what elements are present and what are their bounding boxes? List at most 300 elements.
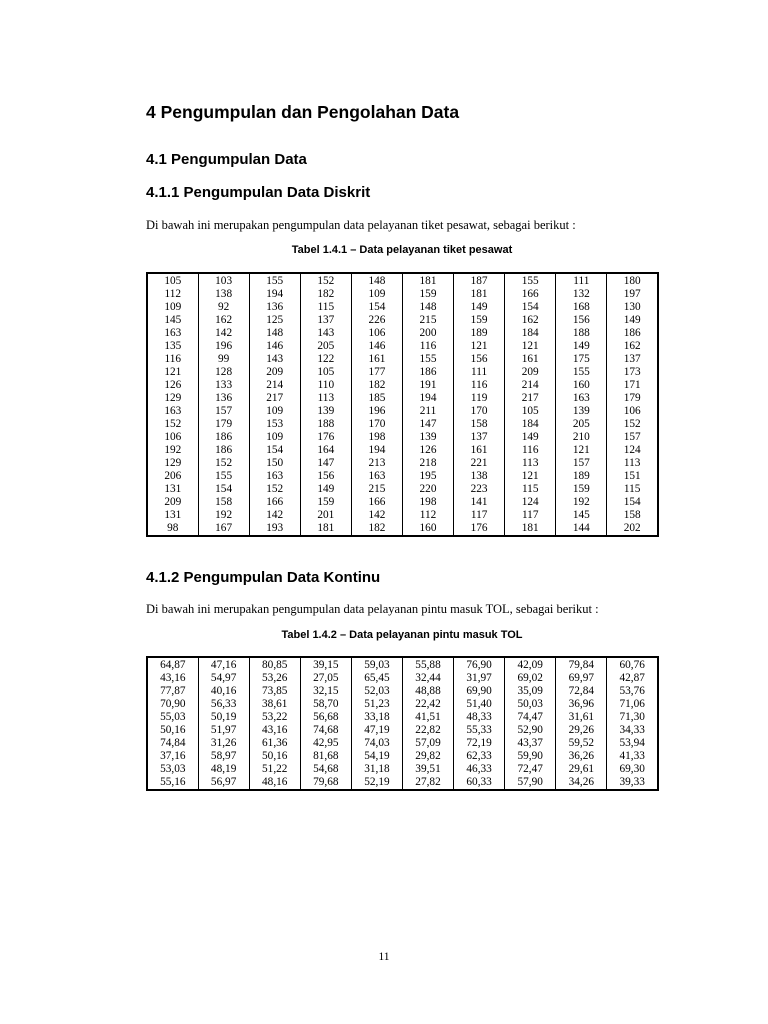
- table-row: [147, 737, 658, 750]
- table-cell: 103: [198, 273, 249, 288]
- table-cell: 147: [402, 418, 453, 431]
- table-cell: 116: [147, 353, 198, 366]
- table-cell: 59,90: [505, 750, 556, 763]
- table-cell: 22,42: [402, 698, 453, 711]
- table-cell: 154: [249, 444, 300, 457]
- table-cell: 117: [505, 509, 556, 522]
- table-row: [147, 470, 658, 483]
- table-cell: 170: [454, 405, 505, 418]
- table-cell: 59,52: [556, 737, 607, 750]
- table-cell: 177: [351, 366, 402, 379]
- table-cell: 58,70: [300, 698, 351, 711]
- table-cell: 50,16: [147, 724, 198, 737]
- table-cell: 42,87: [607, 672, 658, 685]
- table-cell: 143: [249, 353, 300, 366]
- table-cell: 128: [198, 366, 249, 379]
- table-cell: 109: [249, 405, 300, 418]
- table-cell: 154: [351, 301, 402, 314]
- table-cell: 143: [300, 327, 351, 340]
- table-cell: 126: [402, 444, 453, 457]
- table-cell: 215: [351, 483, 402, 496]
- table-cell: 146: [249, 340, 300, 353]
- table-cell: 29,82: [402, 750, 453, 763]
- table-cell: 92: [198, 301, 249, 314]
- table-cell: 109: [351, 288, 402, 301]
- table-cell: 36,96: [556, 698, 607, 711]
- table-cell: 131: [147, 483, 198, 496]
- table-cell: 214: [249, 379, 300, 392]
- table-cell: 50,16: [249, 750, 300, 763]
- table-cell: 80,85: [249, 657, 300, 672]
- table-cell: 122: [300, 353, 351, 366]
- table-cell: 206: [147, 470, 198, 483]
- table-cell: 182: [351, 522, 402, 536]
- table-row: [147, 273, 658, 288]
- table-cell: 27,82: [402, 776, 453, 790]
- table-cell: 69,97: [556, 672, 607, 685]
- table-cell: 198: [402, 496, 453, 509]
- table-cell: 157: [556, 457, 607, 470]
- table-cell: 74,47: [505, 711, 556, 724]
- table-cell: 115: [300, 301, 351, 314]
- table-cell: 157: [607, 431, 658, 444]
- table-cell: 110: [300, 379, 351, 392]
- table-cell: 186: [198, 431, 249, 444]
- table-cell: 69,02: [505, 672, 556, 685]
- table-cell: 189: [556, 470, 607, 483]
- table-cell: 223: [454, 483, 505, 496]
- table-cell: 209: [147, 496, 198, 509]
- table-cell: 125: [249, 314, 300, 327]
- table-row: [147, 657, 658, 672]
- table-cell: 121: [147, 366, 198, 379]
- table-cell: 106: [351, 327, 402, 340]
- table-cell: 116: [505, 444, 556, 457]
- table-cell: 163: [351, 470, 402, 483]
- table-cell: 112: [147, 288, 198, 301]
- table-cell: 158: [198, 496, 249, 509]
- table-cell: 186: [198, 444, 249, 457]
- table-row: [147, 457, 658, 470]
- table-cell: 137: [454, 431, 505, 444]
- table-cell: 43,16: [249, 724, 300, 737]
- table-cell: 139: [556, 405, 607, 418]
- table-cell: 139: [300, 405, 351, 418]
- table-cell: 160: [402, 522, 453, 536]
- subsection-heading-kontinu: 4.1.2 Pengumpulan Data Kontinu: [146, 569, 381, 586]
- table-cell: 136: [198, 392, 249, 405]
- table-cell: 151: [607, 470, 658, 483]
- table-row: [147, 431, 658, 444]
- intro-paragraph-2: Di bawah ini merupakan pengumpulan data pelayanan pintu masuk TOL, sebagai berikut :: [146, 602, 599, 616]
- table-cell: 39,51: [402, 763, 453, 776]
- table-cell: 47,19: [351, 724, 402, 737]
- table-cell: 142: [351, 509, 402, 522]
- table-cell: 31,61: [556, 711, 607, 724]
- table-cell: 32,44: [402, 672, 453, 685]
- table-row: [147, 392, 658, 405]
- table-cell: 115: [607, 483, 658, 496]
- table-cell: 69,90: [454, 685, 505, 698]
- table-cell: 55,88: [402, 657, 453, 672]
- table-cell: 51,23: [351, 698, 402, 711]
- table-cell: 156: [454, 353, 505, 366]
- table-cell: 215: [402, 314, 453, 327]
- table-cell: 154: [607, 496, 658, 509]
- table-cell: 221: [454, 457, 505, 470]
- table-cell: 198: [351, 431, 402, 444]
- table-cell: 209: [505, 366, 556, 379]
- table-cell: 55,03: [147, 711, 198, 724]
- table-cell: 152: [147, 418, 198, 431]
- table-cell: 191: [402, 379, 453, 392]
- table-cell: 161: [454, 444, 505, 457]
- table-row: [147, 483, 658, 496]
- table-cell: 53,94: [607, 737, 658, 750]
- table-cell: 200: [402, 327, 453, 340]
- table-cell: 116: [454, 379, 505, 392]
- table-cell: 180: [607, 273, 658, 288]
- table-cell: 160: [556, 379, 607, 392]
- table-cell: 135: [147, 340, 198, 353]
- table-cell: 71,30: [607, 711, 658, 724]
- table-cell: 152: [249, 483, 300, 496]
- table-cell: 226: [351, 314, 402, 327]
- table-cell: 161: [351, 353, 402, 366]
- table-row: [147, 750, 658, 763]
- table-cell: 61,36: [249, 737, 300, 750]
- table-cell: 70,90: [147, 698, 198, 711]
- data-table-pintu-tol: [146, 656, 659, 791]
- table-cell: 152: [300, 273, 351, 288]
- table-cell: 105: [505, 405, 556, 418]
- table-cell: 129: [147, 457, 198, 470]
- table-cell: 132: [556, 288, 607, 301]
- table-cell: 69,30: [607, 763, 658, 776]
- table-cell: 72,19: [454, 737, 505, 750]
- chapter-heading: 4 Pengumpulan dan Pengolahan Data: [146, 102, 460, 122]
- table-cell: 36,26: [556, 750, 607, 763]
- table-cell: 163: [249, 470, 300, 483]
- table-cell: 51,97: [198, 724, 249, 737]
- table-cell: 162: [607, 340, 658, 353]
- table-cell: 113: [300, 392, 351, 405]
- table-cell: 73,85: [249, 685, 300, 698]
- table-row: [147, 672, 658, 685]
- table-cell: 194: [249, 288, 300, 301]
- table-cell: 105: [300, 366, 351, 379]
- table-cell: 209: [249, 366, 300, 379]
- table-cell: 22,82: [402, 724, 453, 737]
- table-cell: 162: [198, 314, 249, 327]
- table-cell: 168: [556, 301, 607, 314]
- table-cell: 126: [147, 379, 198, 392]
- table-cell: 184: [505, 418, 556, 431]
- table-cell: 155: [249, 273, 300, 288]
- table-row: [147, 327, 658, 340]
- table-cell: 166: [249, 496, 300, 509]
- table-cell: 166: [505, 288, 556, 301]
- table-cell: 56,33: [198, 698, 249, 711]
- table-cell: 124: [607, 444, 658, 457]
- table-cell: 34,26: [556, 776, 607, 790]
- table-cell: 154: [505, 301, 556, 314]
- table-cell: 39,15: [300, 657, 351, 672]
- table-cell: 156: [556, 314, 607, 327]
- table-cell: 54,68: [300, 763, 351, 776]
- table-cell: 55,33: [454, 724, 505, 737]
- table-cell: 155: [556, 366, 607, 379]
- table-cell: 121: [505, 470, 556, 483]
- table-cell: 148: [249, 327, 300, 340]
- table-cell: 48,33: [454, 711, 505, 724]
- table-cell: 217: [249, 392, 300, 405]
- table-cell: 109: [147, 301, 198, 314]
- table-cell: 217: [505, 392, 556, 405]
- table-row: [147, 418, 658, 431]
- table-cell: 57,90: [505, 776, 556, 790]
- section-heading: 4.1 Pengumpulan Data: [146, 151, 307, 168]
- table-cell: 214: [505, 379, 556, 392]
- table-cell: 52,90: [505, 724, 556, 737]
- table-cell: 64,87: [147, 657, 198, 672]
- table-cell: 138: [198, 288, 249, 301]
- table-cell: 119: [454, 392, 505, 405]
- table-cell: 48,19: [198, 763, 249, 776]
- table-cell: 74,03: [351, 737, 402, 750]
- table-cell: 56,68: [300, 711, 351, 724]
- table-row: [147, 509, 658, 522]
- table-cell: 148: [402, 301, 453, 314]
- table-cell: 60,76: [607, 657, 658, 672]
- table-cell: 74,84: [147, 737, 198, 750]
- table-row: [147, 379, 658, 392]
- table-cell: 43,37: [505, 737, 556, 750]
- table-cell: 113: [505, 457, 556, 470]
- table-cell: 179: [198, 418, 249, 431]
- table-row: [147, 724, 658, 737]
- table-cell: 182: [300, 288, 351, 301]
- table-cell: 181: [402, 273, 453, 288]
- table-cell: 205: [556, 418, 607, 431]
- table-cell: 210: [556, 431, 607, 444]
- table-cell: 142: [198, 327, 249, 340]
- table-cell: 158: [607, 509, 658, 522]
- table-cell: 106: [607, 405, 658, 418]
- table-cell: 57,09: [402, 737, 453, 750]
- table-cell: 32,15: [300, 685, 351, 698]
- table-cell: 51,22: [249, 763, 300, 776]
- table-cell: 159: [300, 496, 351, 509]
- table-cell: 146: [351, 340, 402, 353]
- table-cell: 72,84: [556, 685, 607, 698]
- table-cell: 50,03: [505, 698, 556, 711]
- table-cell: 205: [300, 340, 351, 353]
- table-cell: 76,90: [454, 657, 505, 672]
- table-row: [147, 496, 658, 509]
- table-cell: 179: [607, 392, 658, 405]
- table-cell: 105: [147, 273, 198, 288]
- table-cell: 52,19: [351, 776, 402, 790]
- table-row: [147, 314, 658, 327]
- table-cell: 65,45: [351, 672, 402, 685]
- table-cell: 51,40: [454, 698, 505, 711]
- table-cell: 37,16: [147, 750, 198, 763]
- table-cell: 139: [402, 431, 453, 444]
- table-cell: 188: [556, 327, 607, 340]
- table-cell: 43,16: [147, 672, 198, 685]
- table-cell: 109: [249, 431, 300, 444]
- table-cell: 54,97: [198, 672, 249, 685]
- table-cell: 186: [402, 366, 453, 379]
- table-cell: 59,03: [351, 657, 402, 672]
- table-cell: 121: [454, 340, 505, 353]
- table-cell: 145: [556, 509, 607, 522]
- table-cell: 187: [454, 273, 505, 288]
- table-cell: 56,97: [198, 776, 249, 790]
- table-cell: 55,16: [147, 776, 198, 790]
- table-cell: 79,84: [556, 657, 607, 672]
- table-cell: 60,33: [454, 776, 505, 790]
- table-cell: 77,87: [147, 685, 198, 698]
- table-cell: 29,61: [556, 763, 607, 776]
- table-cell: 133: [198, 379, 249, 392]
- table-cell: 33,18: [351, 711, 402, 724]
- table-cell: 124: [505, 496, 556, 509]
- table-cell: 149: [607, 314, 658, 327]
- table-cell: 141: [454, 496, 505, 509]
- table-cell: 188: [300, 418, 351, 431]
- table-cell: 164: [300, 444, 351, 457]
- table-cell: 155: [198, 470, 249, 483]
- table-cell: 148: [351, 273, 402, 288]
- table-cell: 202: [607, 522, 658, 536]
- table-cell: 161: [505, 353, 556, 366]
- table-cell: 159: [556, 483, 607, 496]
- table-cell: 136: [249, 301, 300, 314]
- table-cell: 154: [198, 483, 249, 496]
- table-row: [147, 776, 658, 790]
- table-cell: 53,26: [249, 672, 300, 685]
- table-cell: 182: [351, 379, 402, 392]
- table-cell: 192: [556, 496, 607, 509]
- table-cell: 220: [402, 483, 453, 496]
- table-cell: 39,33: [607, 776, 658, 790]
- table-cell: 121: [556, 444, 607, 457]
- table-cell: 50,19: [198, 711, 249, 724]
- table-cell: 194: [351, 444, 402, 457]
- table-cell: 106: [147, 431, 198, 444]
- table-row: [147, 405, 658, 418]
- table-cell: 159: [402, 288, 453, 301]
- table-cell: 131: [147, 509, 198, 522]
- table-cell: 184: [505, 327, 556, 340]
- table-cell: 176: [300, 431, 351, 444]
- table-row: [147, 522, 658, 536]
- table-cell: 40,16: [198, 685, 249, 698]
- table-cell: 137: [607, 353, 658, 366]
- table-cell: 192: [147, 444, 198, 457]
- table-cell: 197: [607, 288, 658, 301]
- table-cell: 163: [556, 392, 607, 405]
- table-cell: 34,33: [607, 724, 658, 737]
- table-cell: 156: [300, 470, 351, 483]
- table-cell: 195: [402, 470, 453, 483]
- table-cell: 171: [607, 379, 658, 392]
- table-cell: 158: [454, 418, 505, 431]
- table-cell: 159: [454, 314, 505, 327]
- table-cell: 155: [505, 273, 556, 288]
- table-cell: 53,76: [607, 685, 658, 698]
- table-row: [147, 301, 658, 314]
- table-cell: 157: [198, 405, 249, 418]
- table-cell: 193: [249, 522, 300, 536]
- table-cell: 170: [351, 418, 402, 431]
- table-row: [147, 698, 658, 711]
- table-1-caption: Tabel 1.4.1 – Data pelayanan tiket pesawat: [291, 244, 513, 256]
- table-cell: 48,16: [249, 776, 300, 790]
- table-cell: 173: [607, 366, 658, 379]
- table-cell: 153: [249, 418, 300, 431]
- table-cell: 129: [147, 392, 198, 405]
- table-cell: 213: [351, 457, 402, 470]
- table-cell: 41,51: [402, 711, 453, 724]
- table-cell: 189: [454, 327, 505, 340]
- table-cell: 115: [505, 483, 556, 496]
- table-cell: 147: [300, 457, 351, 470]
- table-cell: 181: [505, 522, 556, 536]
- table-cell: 144: [556, 522, 607, 536]
- table-cell: 185: [351, 392, 402, 405]
- table-cell: 35,09: [505, 685, 556, 698]
- table-cell: 201: [300, 509, 351, 522]
- table-cell: 42,95: [300, 737, 351, 750]
- table-row: [147, 763, 658, 776]
- table-cell: 72,47: [505, 763, 556, 776]
- table-row: [147, 685, 658, 698]
- table-row: [147, 353, 658, 366]
- table-cell: 181: [454, 288, 505, 301]
- table-cell: 130: [607, 301, 658, 314]
- table-cell: 47,16: [198, 657, 249, 672]
- table-cell: 149: [454, 301, 505, 314]
- table-cell: 79,68: [300, 776, 351, 790]
- table-cell: 117: [454, 509, 505, 522]
- table-cell: 218: [402, 457, 453, 470]
- table-cell: 29,26: [556, 724, 607, 737]
- table-cell: 138: [454, 470, 505, 483]
- table-cell: 176: [454, 522, 505, 536]
- table-cell: 192: [198, 509, 249, 522]
- table-cell: 81,68: [300, 750, 351, 763]
- table-cell: 186: [607, 327, 658, 340]
- table-cell: 113: [607, 457, 658, 470]
- table-cell: 53,03: [147, 763, 198, 776]
- table-cell: 46,33: [454, 763, 505, 776]
- table-cell: 196: [198, 340, 249, 353]
- subsection-heading-diskrit: 4.1.1 Pengumpulan Data Diskrit: [146, 184, 371, 201]
- table-cell: 145: [147, 314, 198, 327]
- table-cell: 48,88: [402, 685, 453, 698]
- table-cell: 31,97: [454, 672, 505, 685]
- table-cell: 196: [351, 405, 402, 418]
- table-cell: 162: [505, 314, 556, 327]
- table-cell: 112: [402, 509, 453, 522]
- table-cell: 53,22: [249, 711, 300, 724]
- table-cell: 166: [351, 496, 402, 509]
- table-cell: 163: [147, 327, 198, 340]
- table-cell: 152: [198, 457, 249, 470]
